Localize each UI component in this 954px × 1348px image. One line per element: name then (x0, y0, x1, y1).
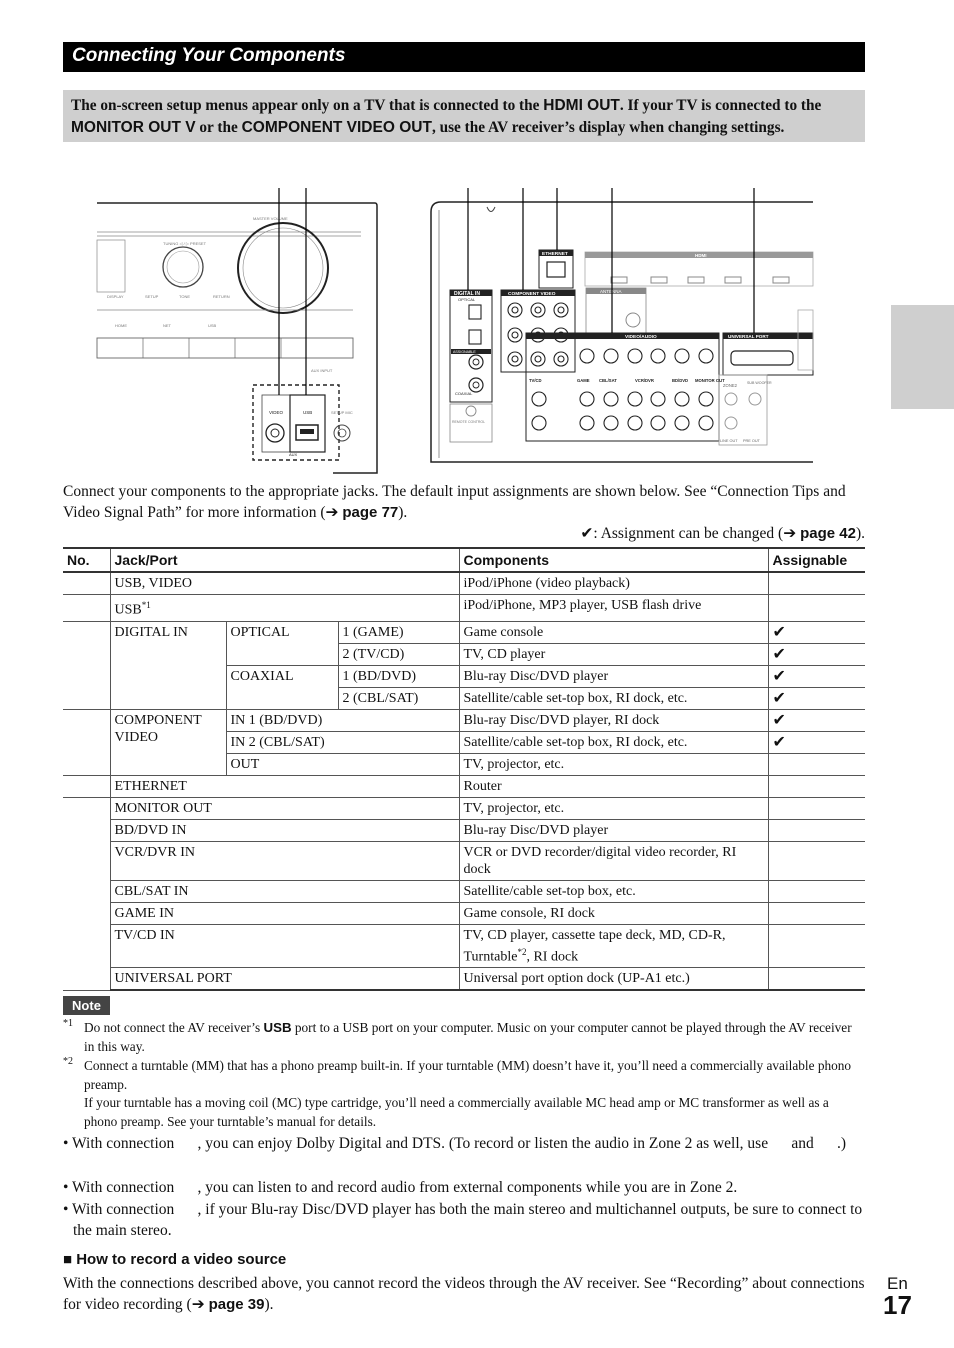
sub-port-cell: 1 (BD/DVD) (338, 665, 459, 687)
footnote-mark: *1 (141, 600, 151, 610)
rear-label-pre-out: PRE OUT (743, 439, 760, 443)
rear-jack-tvcd: TV/CD (529, 378, 542, 383)
rear-label-universal-port: UNIVERSAL PORT (728, 334, 769, 339)
rear-panel (431, 188, 813, 462)
components-cell: Universal port option dock (UP-A1 etc.) (459, 968, 768, 991)
front-label-home: HOME (115, 323, 127, 328)
components-cell: Satellite/cable set-top box, RI dock, etc. (459, 731, 768, 753)
section-heading: ■ How to record a video source (63, 1251, 287, 1268)
rear-jack-zone2: ZONE2 (723, 383, 737, 388)
front-label-net: NET (163, 323, 171, 328)
components-cell: Blu-ray Disc/DVD player (459, 819, 768, 841)
rear-label-remote: REMOTE CONTROL (452, 420, 486, 424)
table-row (63, 595, 865, 622)
info-component-out: COMPONENT VIDEO OUT (241, 119, 432, 136)
front-label-volume: MASTER VOLUME (253, 216, 288, 221)
sub-port-cell: IN 1 (BD/DVD) (226, 709, 459, 731)
components-cell (459, 924, 768, 968)
arrow-icon: ➔ (191, 1296, 205, 1313)
footnote-mark: *2 (517, 946, 527, 957)
sub-port-cell: 1 (GAME) (338, 621, 459, 643)
components-cell: iPod/iPhone, MP3 player, USB flash drive (459, 595, 768, 622)
components-cell: Blu-ray Disc/DVD player (459, 665, 768, 687)
header-no: No. (63, 548, 110, 572)
components-cell: TV, projector, etc. (459, 753, 768, 775)
header-jack-port: Jack/Port (110, 548, 459, 572)
components-cell: Satellite/cable set-top box, etc. (459, 880, 768, 902)
tvcd-components-end: , RI dock (526, 949, 579, 965)
page-title: Connecting Your Components (72, 45, 346, 66)
rear-label-assignable: ASSIGNABLE (453, 350, 476, 354)
intro-paragraph (63, 481, 865, 523)
footnote-2-text-a: Connect a turntable (MM) that has a phono preamp built-in. If your turntable (MM) doesn’t have it, you’ll need a commercially available phono preamp. (84, 1058, 852, 1092)
port-optical: OPTICAL (226, 621, 338, 665)
info-text-1: The on-screen setup menus appear only on a TV that is connected to the (71, 97, 544, 114)
bullet-item (63, 1199, 865, 1241)
page-ref-39[interactable]: page 39 (208, 1296, 265, 1313)
info-text-3: or the (195, 119, 242, 136)
rear-jack-game: GAME (577, 378, 590, 383)
port-cell: UNIVERSAL PORT (110, 968, 459, 991)
bullet-text-2: • With connection , you can listen to and record audio from external components while you are in Zone 2. (63, 1179, 738, 1196)
sub-port-cell: OUT (226, 753, 459, 775)
front-label-usb: USB (303, 410, 313, 415)
rear-jack-vcrdvr: VCR/DVR (635, 378, 654, 383)
port-component-video: COMPONENT VIDEO (110, 709, 226, 775)
info-box (63, 90, 865, 142)
info-text-2: . If your TV is connected to the (619, 97, 822, 114)
jack-assignment-table (63, 547, 865, 991)
header-assignable: Assignable (768, 548, 865, 572)
assign-legend-end: ). (855, 525, 865, 542)
tvcd-components: TV, CD player, cassette tape deck, MD, CD-R, Turntable (463, 927, 726, 965)
front-label-tone: TONE (179, 294, 191, 299)
front-label-aux: AUX (289, 452, 298, 457)
table-row (63, 819, 865, 841)
record-text: With the connections described above, you cannot record the videos through the AV receiver. See “Recording” about connections for video recording ( (63, 1275, 865, 1313)
rear-label-coaxial: COAXIAL (455, 391, 473, 396)
language-label: En (887, 1274, 908, 1293)
table-row (63, 880, 865, 902)
page-ref-42[interactable]: page 42 (800, 525, 856, 542)
rear-jack-bddvd: BD/DVD (672, 378, 689, 383)
port-digital-in: DIGITAL IN (110, 621, 226, 709)
components-cell: Blu-ray Disc/DVD player, RI dock (459, 709, 768, 731)
page-ref-77[interactable]: page 77 (342, 504, 399, 521)
port-cell: CBL/SAT IN (110, 880, 459, 902)
footnote-mark: *1 (63, 1018, 73, 1029)
side-tab (891, 305, 954, 409)
rear-jack-monitor-out: MONITOR OUT (695, 378, 725, 383)
arrow-icon: ➔ (325, 504, 339, 521)
port-cell: TV/CD IN (110, 924, 459, 968)
rear-label-optical: OPTICAL (458, 297, 476, 302)
table-row (63, 841, 865, 880)
table-row (63, 572, 865, 595)
port-cell: BD/DVD IN (110, 819, 459, 841)
port-usb: USB (114, 602, 142, 618)
components-cell: TV, CD player (459, 643, 768, 665)
port-coaxial: COAXIAL (226, 665, 338, 709)
components-cell: Game console (459, 621, 768, 643)
note-label: Note (63, 996, 110, 1015)
table-row (63, 775, 865, 797)
assignable-check-icon: ✔ (768, 665, 865, 687)
assignable-check-icon: ✔ (768, 621, 865, 643)
footnote-mark: *2 (63, 1056, 73, 1067)
bullet-text-1: • With connection , you can enjoy Dolby Digital and DTS. (To record or listen the audio in Zone 2 as well, use and .) (63, 1135, 846, 1152)
footnote-1-text-b: port to a USB port on your computer. Music on your computer cannot be played through the AV receiver in this way. (84, 1020, 852, 1054)
port-cell: MONITOR OUT (110, 797, 459, 819)
front-label-setup-mic: SETUP MIC (331, 410, 353, 415)
front-panel (97, 188, 377, 473)
front-label-display: DISPLAY (107, 294, 124, 299)
front-label-tuning: TUNING ◁ / ▷ PRESET (163, 241, 207, 246)
rear-label-antenna: ANTENNA (600, 289, 622, 294)
intro-text: Connect your components to the appropriate jacks. The default input assignments are shown below. See “Connection Tips and Video Signal Path” for more information ( (63, 483, 846, 521)
port-cell: GAME IN (110, 902, 459, 924)
table-row (63, 621, 865, 643)
info-hdmi-out: HDMI OUT (543, 97, 620, 114)
assign-legend-text: : Assignment can be changed ( (593, 525, 784, 542)
port-cell: VCR/DVR IN (110, 841, 459, 880)
footnote-2 (63, 1057, 863, 1131)
rear-label-component-video: COMPONENT VIDEO (508, 292, 556, 297)
assignable-check-icon: ✔ (768, 709, 865, 731)
info-text-4: , use the AV receiver’s display when changing settings. (431, 119, 785, 136)
components-cell: iPod/iPhone (video playback) (459, 572, 768, 595)
connection-diagram (63, 170, 823, 475)
assignable-check-icon: ✔ (768, 687, 865, 709)
table-header-row (63, 548, 865, 572)
footnote-1-text-a: Do not connect the AV receiver’s (84, 1020, 264, 1035)
bullet-text-3: • With connection , if your Blu-ray Disc/DVD player has both the main stereo and multichannel outputs, be sure to connect to the main stereo. (63, 1201, 867, 1239)
assignable-cell (768, 753, 865, 775)
page-number: 17 (883, 1290, 912, 1320)
components-cell: VCR or DVD recorder/digital video recorder, RI dock (459, 841, 768, 880)
rear-jack-subwoofer: SUB WOOFER (747, 381, 772, 385)
assignable-check-icon: ✔ (768, 731, 865, 753)
front-label-return: RETURN (213, 294, 230, 299)
sub-port-cell: 2 (TV/CD) (338, 643, 459, 665)
components-cell: Game console, RI dock (459, 902, 768, 924)
record-end: ). (264, 1296, 274, 1313)
port-cell: ETHERNET (110, 775, 459, 797)
arrow-icon: ➔ (783, 525, 797, 542)
port-cell: USB, VIDEO (110, 572, 459, 595)
components-cell: Satellite/cable set-top box, RI dock, etc. (459, 687, 768, 709)
rear-label-line-out: LINE OUT (720, 439, 738, 443)
check-icon: ✔ (580, 525, 594, 542)
front-label-video: VIDEO (269, 410, 284, 415)
assignable-check-icon: ✔ (768, 643, 865, 665)
intro-end: ). (398, 504, 408, 521)
sub-port-cell: 2 (CBL/SAT) (338, 687, 459, 709)
front-label-usb-btn: USB (208, 323, 217, 328)
footnote-1-usb: USB (263, 1020, 292, 1035)
front-label-setup: SETUP (145, 294, 159, 299)
sub-port-cell: IN 2 (CBL/SAT) (226, 731, 459, 753)
rear-jack-cblsat: CBL/SAT (599, 378, 617, 383)
rear-label-video-audio: VIDEO/AUDIO (625, 335, 657, 340)
components-cell: TV, projector, etc. (459, 797, 768, 819)
table-row (63, 924, 865, 968)
footnote-2-text-b: If your turntable has a moving coil (MC) type cartridge, you’ll need a commercially available MC head amp or MC transformer as well as a phono preamp. See your turntable’s manual for details. (84, 1095, 829, 1129)
header-components: Components (459, 548, 768, 572)
components-cell: Router (459, 775, 768, 797)
info-monitor-out: MONITOR OUT V (71, 119, 196, 136)
assign-legend (580, 524, 865, 543)
rear-label-hdmi: HDMI (695, 253, 707, 258)
record-paragraph (63, 1273, 865, 1315)
title-bar (63, 42, 865, 72)
table-row (63, 709, 865, 731)
table-row (63, 902, 865, 924)
footnote-1 (63, 1019, 863, 1056)
rear-label-ethernet: ETHERNET (542, 252, 568, 257)
table-row (63, 797, 865, 819)
bullet-item (63, 1133, 865, 1154)
rear-label-digital-in: DIGITAL IN (454, 291, 480, 297)
port-cell (110, 595, 459, 622)
table-row (63, 968, 865, 991)
bullet-item (63, 1177, 865, 1198)
front-label-aux-input: AUX INPUT (311, 368, 333, 373)
